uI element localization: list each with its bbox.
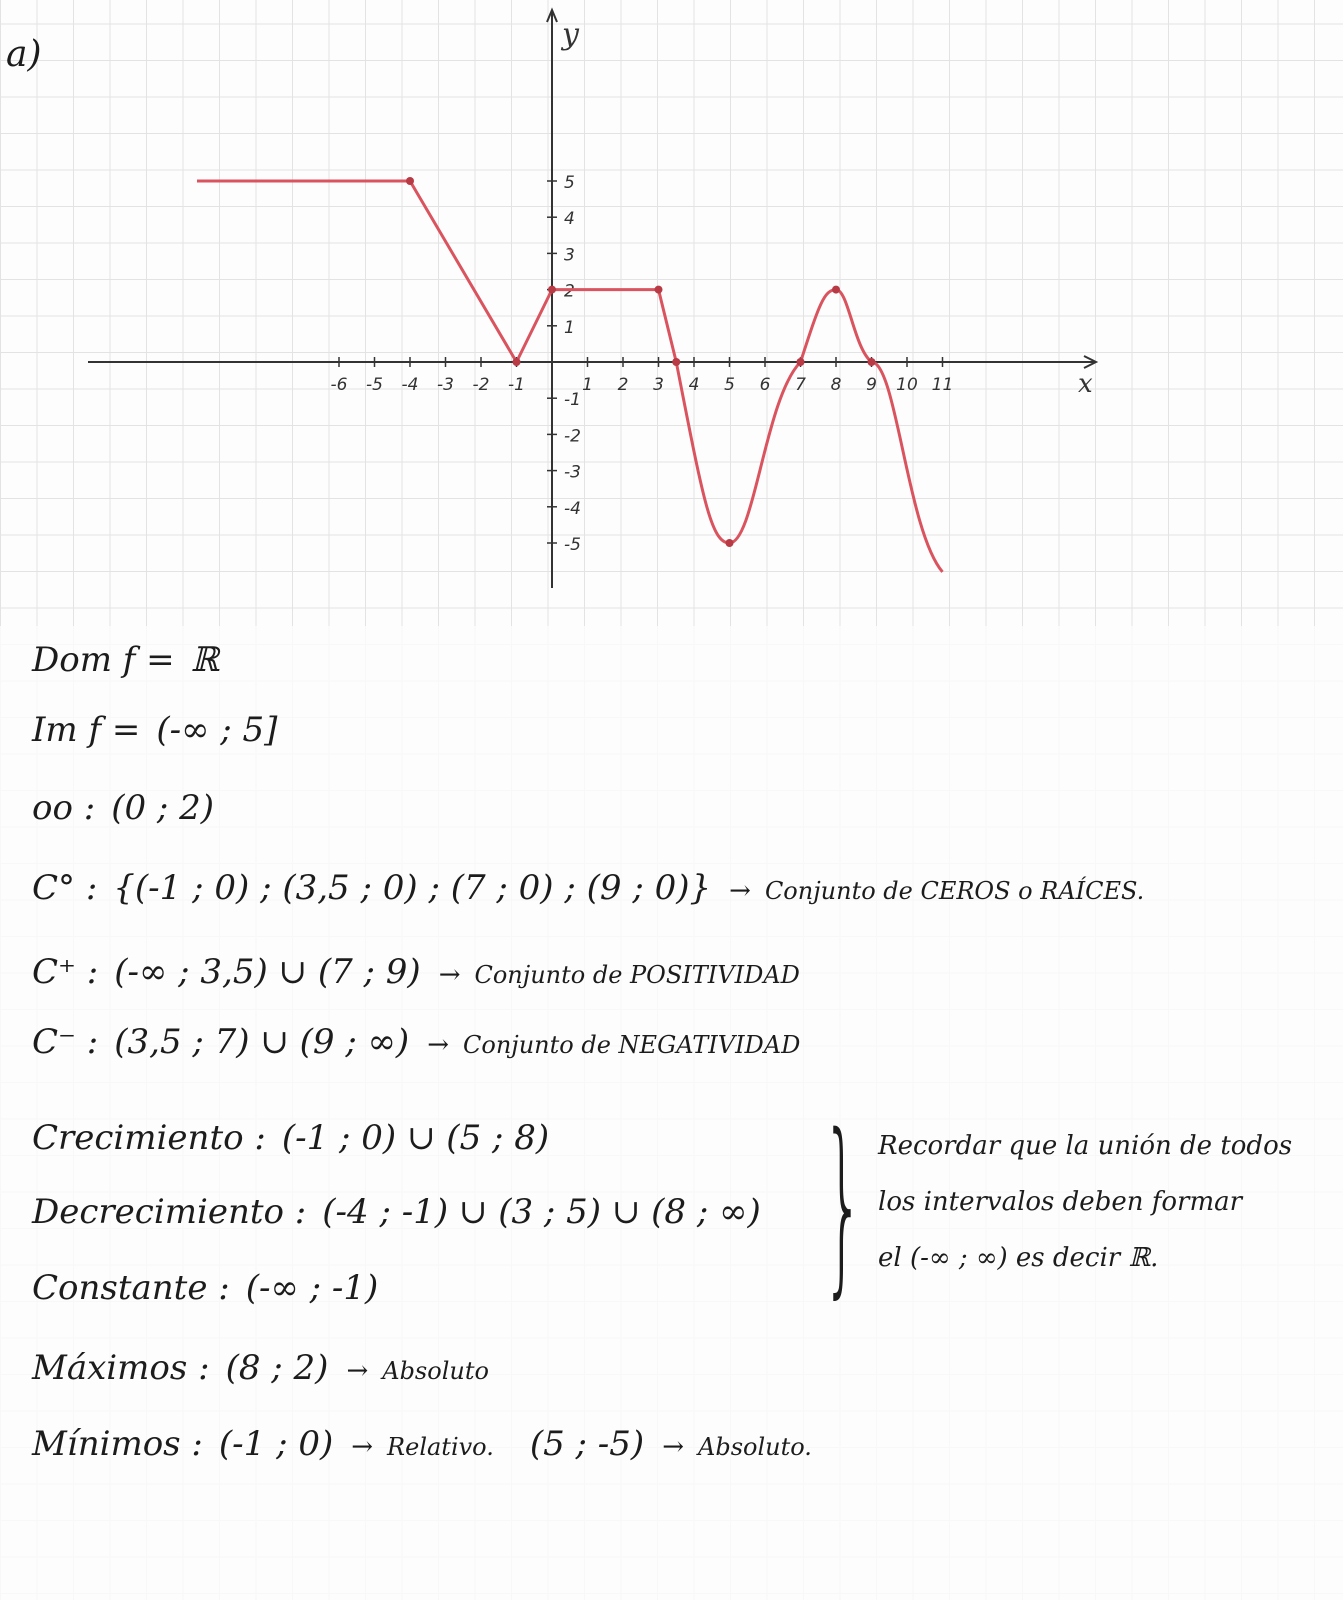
- positivity-value: (-∞ ; 3,5) ∪ (7 ; 9): [114, 952, 421, 992]
- increasing-label: Crecimiento :: [32, 1118, 266, 1158]
- negativity-line: [32, 1022, 800, 1062]
- y-tick-label: 5: [564, 173, 575, 193]
- image-value: (-∞ ; 5]: [156, 710, 278, 750]
- minima-arrow-1: →: [351, 1432, 374, 1462]
- maxima-label: Máximos :: [32, 1348, 210, 1388]
- y-tick-label: -4: [564, 498, 581, 519]
- y-tick-label: -5: [564, 535, 581, 555]
- y-tick-label: -2: [564, 426, 581, 447]
- minima-desc-1: Relativo.: [387, 1433, 494, 1461]
- y-tick-label: -3: [564, 462, 581, 483]
- y-tick-label: 4: [564, 209, 575, 230]
- maxima-desc: Absoluto: [382, 1357, 489, 1385]
- increasing-line: [32, 1118, 549, 1158]
- ordinate-origin-line: [32, 788, 214, 828]
- x-tick-label: -4: [401, 375, 419, 395]
- zeros-label: C° :: [32, 868, 98, 908]
- x-tick-label: 1: [582, 375, 593, 395]
- minima-line: [32, 1424, 812, 1464]
- y-axis-label: y: [562, 17, 579, 52]
- negativity-label: C⁻ :: [32, 1022, 99, 1062]
- zeros-arrow: →: [729, 876, 751, 906]
- x-tick-label: 11: [931, 375, 954, 395]
- x-tick-label: 2: [617, 375, 629, 395]
- x-tick-label: -2: [472, 375, 490, 395]
- marked-point: [548, 286, 556, 294]
- domain-value: ℝ: [190, 640, 219, 680]
- x-tick-label: 7: [795, 375, 806, 395]
- x-tick-label: 6: [759, 375, 771, 395]
- part-label: a): [6, 34, 42, 75]
- x-tick-label: 8: [830, 375, 842, 395]
- x-tick-label: 10: [896, 375, 918, 395]
- decreasing-label: Decrecimiento :: [32, 1192, 307, 1232]
- ordinate-origin-value: (0 ; 2): [111, 788, 215, 828]
- curly-brace: }: [822, 1094, 865, 1315]
- x-tick-label: 5: [724, 375, 735, 395]
- maxima-value: (8 ; 2): [225, 1348, 329, 1388]
- x-tick-label: 3: [653, 375, 664, 395]
- marked-point: [513, 358, 521, 366]
- zeros-value: {(-1 ; 0) ; (3,5 ; 0) ; (7 ; 0) ; (9 ; 0)}: [113, 868, 712, 908]
- y-tick-label: 1: [564, 317, 575, 338]
- increasing-value: (-1 ; 0) ∪ (5 ; 8): [281, 1118, 550, 1158]
- y-tick-label: 3: [564, 245, 575, 266]
- reminder-line-3: el (-∞ ; ∞) es decir ℝ.: [878, 1243, 1159, 1273]
- marked-point: [655, 286, 663, 294]
- domain-label: Dom f =: [32, 640, 175, 680]
- x-tick-label: -1: [508, 375, 525, 395]
- marked-point: [406, 177, 414, 185]
- positivity-line: [32, 952, 800, 992]
- domain-line: [32, 640, 219, 680]
- x-tick-label: -3: [437, 375, 454, 395]
- maxima-line: [32, 1348, 489, 1388]
- reminder-note: [822, 1094, 1342, 1318]
- marked-point: [797, 358, 805, 366]
- marked-point: [832, 286, 840, 294]
- marked-point: [868, 358, 876, 366]
- reminder-text: [878, 1118, 1292, 1286]
- axis-ticks: [331, 173, 954, 555]
- image-line: [32, 710, 277, 750]
- minima-value-2: (5 ; -5): [529, 1424, 645, 1464]
- minima-arrow-2: →: [662, 1432, 684, 1462]
- positivity-label: C⁺ :: [32, 952, 99, 992]
- decreasing-value: (-4 ; -1) ∪ (3 ; 5) ∪ (8 ; ∞): [322, 1192, 761, 1232]
- y-tick-label: -1: [564, 390, 581, 411]
- negativity-desc: Conjunto de NEGATIVIDAD: [463, 1031, 801, 1059]
- marked-point: [726, 539, 734, 547]
- negativity-value: (3,5 ; 7) ∪ (9 ; ∞): [114, 1022, 410, 1062]
- decreasing-line: [32, 1192, 761, 1232]
- minima-label: Mínimos :: [32, 1424, 203, 1464]
- y-tick-label: 2: [564, 281, 575, 302]
- x-tick-label: -5: [366, 375, 383, 395]
- ordinate-origin-label: oo :: [32, 788, 96, 828]
- image-label: Im f =: [32, 710, 141, 750]
- positivity-arrow: →: [438, 960, 461, 990]
- function-graph: [0, 0, 1343, 626]
- minima-desc-2: Absoluto.: [698, 1433, 812, 1461]
- zeros-line: [32, 868, 1144, 908]
- constant-label: Constante :: [32, 1268, 230, 1308]
- maxima-arrow: →: [346, 1356, 369, 1386]
- constant-line: [32, 1268, 378, 1308]
- x-tick-label: 9: [866, 375, 877, 395]
- zeros-desc: Conjunto de CEROS o RAÍCES.: [764, 877, 1145, 905]
- negativity-arrow: →: [427, 1030, 449, 1060]
- axes: [88, 10, 1096, 588]
- reminder-line-1: Recordar que la unión de todos: [878, 1131, 1293, 1161]
- x-tick-label: -6: [330, 375, 348, 395]
- positivity-desc: Conjunto de POSITIVIDAD: [474, 961, 800, 989]
- constant-value: (-∞ ; -1): [245, 1268, 379, 1308]
- minima-value-1: (-1 ; 0): [218, 1424, 334, 1464]
- x-axis-label: x: [1078, 369, 1093, 399]
- x-tick-label: 4: [688, 375, 700, 395]
- reminder-line-2: los intervalos deben formar: [878, 1187, 1243, 1217]
- marked-point: [672, 358, 680, 366]
